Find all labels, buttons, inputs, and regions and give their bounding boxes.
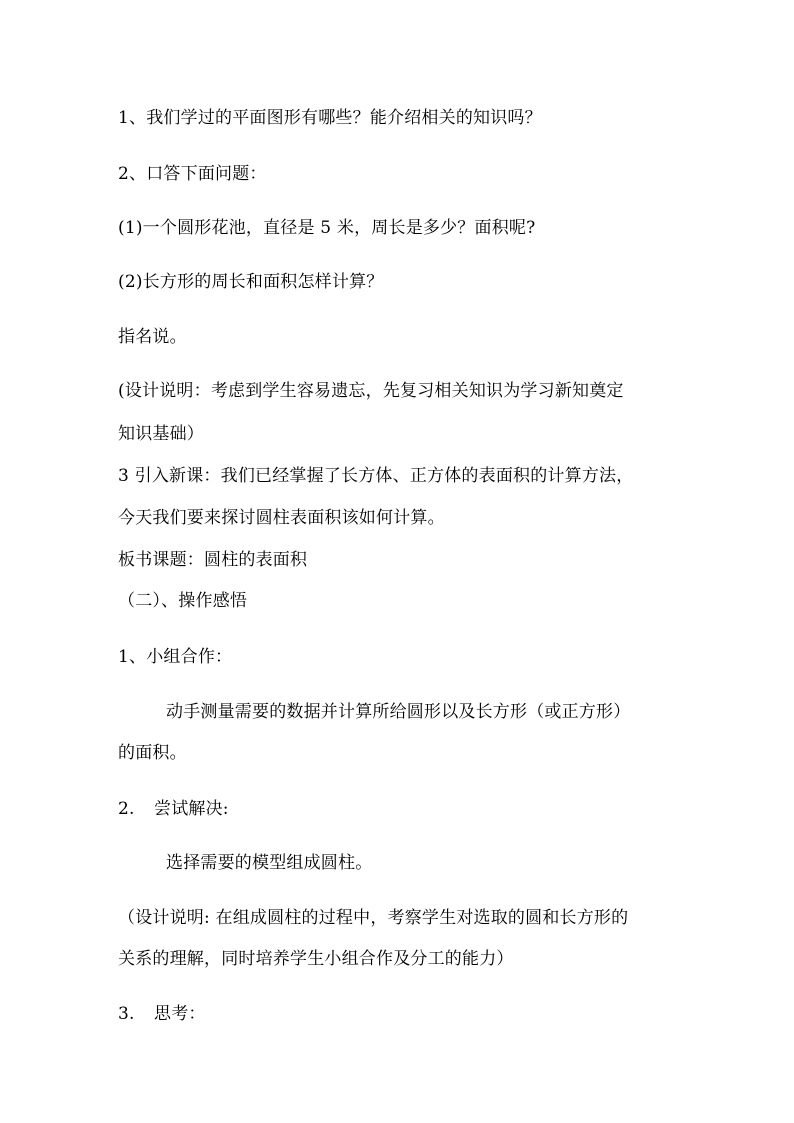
- design-note-2-line-1: （设计说明: 在组成圆柱的过程中，考察学生对选取的圆和长方形的: [118, 908, 629, 928]
- group-work-text-line-2: 的面积。: [118, 743, 187, 763]
- group-work-heading: 1、小组合作：: [118, 647, 233, 667]
- try-solve-heading: [118, 797, 698, 821]
- try-solve-text: 选择需要的模型组成圆柱。: [166, 853, 373, 873]
- question-2-heading: 2、口答下面问题：: [118, 164, 267, 184]
- think-heading: [118, 1002, 698, 1026]
- design-note-2-line-2: 关系的理解，同时培养学生小组合作及分工的能力）: [118, 949, 514, 969]
- instruction-text: 指名说。: [118, 327, 187, 347]
- board-title: 板书课题：圆柱的表面积: [118, 550, 308, 570]
- item-number-3: 3.: [118, 1004, 135, 1024]
- design-note-1-line-1: (设计说明：考虑到学生容易遗忘，先复习相关知识为学习新知奠定: [118, 381, 624, 401]
- group-work-text-line-1: 动手测量需要的数据并计算所给圆形以及长方形（或正方形）: [166, 702, 631, 722]
- think-label: 思考：: [154, 1004, 206, 1024]
- try-solve-label: 尝试解决:: [154, 799, 229, 819]
- section-heading: （二）、操作感悟: [118, 591, 248, 611]
- item-number-2: 2.: [118, 799, 135, 819]
- design-note-1-line-2: 知识基础）: [118, 424, 204, 444]
- question-1: 1、我们学过的平面图形有哪些？能介绍相关的知识吗？: [118, 108, 542, 128]
- question-2-part-1: (1)一个圆形花池，直径是 5 米，周长是多少？面积呢?: [118, 218, 536, 238]
- question-2-part-2: (2)长方形的周长和面积怎样计算？: [118, 272, 384, 292]
- new-lesson-line-2: 今天我们要来探讨圆柱表面积该如何计算。: [118, 508, 445, 528]
- new-lesson-line-1: 3 引入新课：我们已经掌握了长方体、正方体的表面积的计算方法，: [118, 466, 634, 486]
